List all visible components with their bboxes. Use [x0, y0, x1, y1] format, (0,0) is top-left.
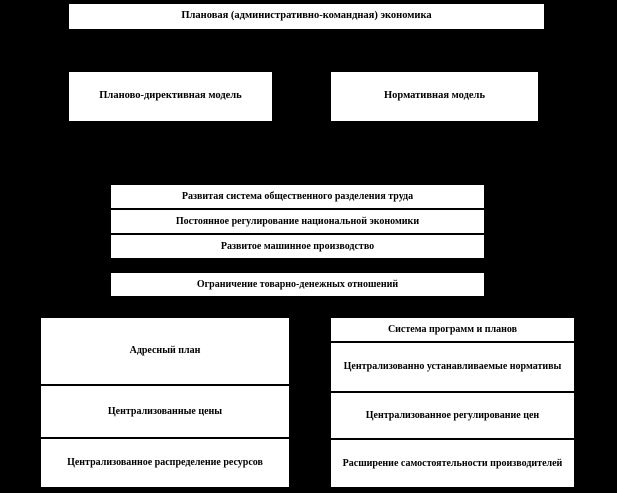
- feature-box-1: Постоянное регулирование национальной экономики: [110, 209, 485, 234]
- title-box: Плановая (административно-командная) экономика: [68, 3, 545, 30]
- model-box-0: Планово-директивная модель: [68, 71, 273, 122]
- left-column-box-0: Адресный план: [40, 317, 290, 385]
- left-column-box-1: Централизованные цены: [40, 385, 290, 438]
- left-column-box-2: Централизованное распределение ресурсов: [40, 438, 290, 488]
- right-column-box-3: Расширение самостоятельности производителей: [330, 439, 575, 488]
- right-column-box-2: Централизованное регулирование цен: [330, 392, 575, 439]
- feature-box-3: Ограничение товарно-денежных отношений: [110, 272, 485, 297]
- connector-title-vertical: [170, 30, 171, 42]
- right-column-box-0: Система программ и планов: [330, 317, 575, 342]
- feature-box-0: Развитая система общественного разделения труда: [110, 184, 485, 209]
- right-column-box-1: Централизованно устанавливаемые нормативы: [330, 342, 575, 392]
- feature-box-2: Развитое машинное производство: [110, 234, 485, 259]
- connector-model-left-vertical: [170, 42, 171, 72]
- connector-model-right-vertical: [434, 42, 435, 72]
- model-box-1: Нормативная модель: [330, 71, 539, 122]
- connector-title-horizontal: [170, 42, 435, 43]
